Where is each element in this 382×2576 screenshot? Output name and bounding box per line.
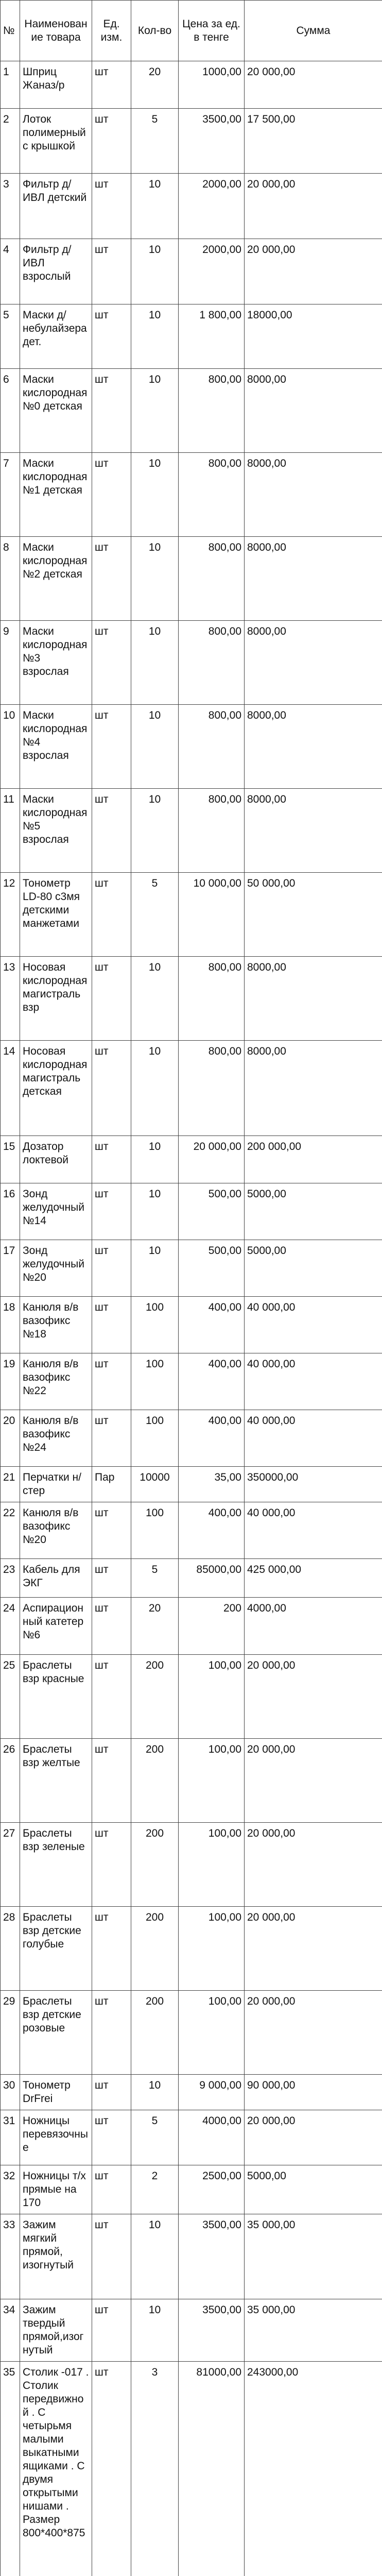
cell-unit: шт (92, 1991, 131, 2075)
cell-number: 5 (1, 304, 20, 369)
table-row (1, 1183, 382, 1240)
cell-name: Маски д/ небулайзерадет. (20, 304, 92, 369)
cell-unit: шт (92, 1502, 131, 1559)
cell-unit: шт (92, 1136, 131, 1183)
cell-number: 9 (1, 621, 20, 705)
table-row (1, 1739, 382, 1823)
cell-quantity: 10 (131, 621, 179, 705)
cell-sum: 35 000,00 (245, 2214, 382, 2299)
cell-unit: шт (92, 2214, 131, 2299)
table-row (1, 239, 382, 304)
cell-quantity: 3 (131, 2362, 179, 2576)
cell-name: Маски кислородная №4 взрослая (20, 705, 92, 789)
cell-price: 35,00 (179, 1467, 245, 1502)
cell-name: Тонометр DrFrei (20, 2075, 92, 2110)
cell-sum: 8000,00 (245, 957, 382, 1041)
cell-name: Шприц Жаназ/р (20, 61, 92, 109)
table-row (1, 537, 382, 621)
cell-quantity: 100 (131, 1502, 179, 1559)
cell-price: 1 800,00 (179, 304, 245, 369)
cell-sum: 8000,00 (245, 537, 382, 621)
cell-number: 27 (1, 1823, 20, 1907)
cell-sum: 8000,00 (245, 1041, 382, 1136)
header-number: № (1, 1, 20, 61)
cell-name: Тонометр LD-80 с3мя детскими манжетами (20, 873, 92, 957)
cell-unit: шт (92, 1353, 131, 1410)
cell-sum: 90 000,00 (245, 2075, 382, 2110)
cell-sum: 20 000,00 (245, 1991, 382, 2075)
table-row (1, 453, 382, 537)
cell-number: 26 (1, 1739, 20, 1823)
cell-price: 800,00 (179, 453, 245, 537)
table-row (1, 174, 382, 239)
cell-sum: 20 000,00 (245, 1739, 382, 1823)
cell-price: 400,00 (179, 1502, 245, 1559)
cell-quantity: 10 (131, 174, 179, 239)
cell-unit: шт (92, 239, 131, 304)
cell-number: 32 (1, 2165, 20, 2214)
table-row (1, 2362, 382, 2576)
cell-sum: 8000,00 (245, 789, 382, 873)
cell-price: 20 000,00 (179, 1136, 245, 1183)
cell-price: 2000,00 (179, 174, 245, 239)
cell-number: 3 (1, 174, 20, 239)
cell-name: Фильтр д/ИВЛ детский (20, 174, 92, 239)
cell-price: 800,00 (179, 621, 245, 705)
table-row (1, 873, 382, 957)
cell-unit: шт (92, 174, 131, 239)
cell-sum: 35 000,00 (245, 2299, 382, 2362)
cell-sum: 20 000,00 (245, 61, 382, 109)
cell-price: 800,00 (179, 1041, 245, 1136)
cell-name: Носовая кислородная магистраль взр (20, 957, 92, 1041)
cell-price: 800,00 (179, 789, 245, 873)
table-row (1, 2075, 382, 2110)
cell-quantity: 10 (131, 304, 179, 369)
cell-number: 18 (1, 1297, 20, 1353)
cell-name: Маски кислородная №3 взрослая (20, 621, 92, 705)
cell-name: Кабель для ЭКГ (20, 1559, 92, 1598)
cell-sum: 20 000,00 (245, 1823, 382, 1907)
table-row (1, 369, 382, 453)
cell-sum: 17 500,00 (245, 109, 382, 174)
cell-number: 23 (1, 1559, 20, 1598)
cell-unit: шт (92, 789, 131, 873)
cell-number: 28 (1, 1907, 20, 1991)
cell-quantity: 10 (131, 1041, 179, 1136)
cell-quantity: 2 (131, 2165, 179, 2214)
cell-quantity: 10 (131, 705, 179, 789)
cell-unit: шт (92, 1410, 131, 1467)
cell-price: 100,00 (179, 1823, 245, 1907)
table-row (1, 1991, 382, 2075)
cell-number: 33 (1, 2214, 20, 2299)
cell-sum: 8000,00 (245, 369, 382, 453)
cell-price: 9 000,00 (179, 2075, 245, 2110)
cell-sum: 425 000,00 (245, 1559, 382, 1598)
table-row (1, 705, 382, 789)
cell-unit: шт (92, 1655, 131, 1739)
cell-price: 85000,00 (179, 1559, 245, 1598)
table-row (1, 1240, 382, 1297)
cell-sum: 8000,00 (245, 705, 382, 789)
table-row (1, 1907, 382, 1991)
cell-sum: 40 000,00 (245, 1410, 382, 1467)
cell-quantity: 100 (131, 1353, 179, 1410)
cell-name: Зонд желудочный №20 (20, 1240, 92, 1297)
table-row (1, 1467, 382, 1502)
table-row (1, 1823, 382, 1907)
cell-number: 34 (1, 2299, 20, 2362)
cell-unit: шт (92, 1297, 131, 1353)
cell-name: Фильтр д/ИВЛ взрослый (20, 239, 92, 304)
header-sum: Сумма (245, 1, 382, 61)
cell-quantity: 10 (131, 1136, 179, 1183)
cell-unit: шт (92, 705, 131, 789)
table-row (1, 957, 382, 1041)
table-row (1, 2214, 382, 2299)
header-quantity: Кол-во (131, 1, 179, 61)
cell-number: 20 (1, 1410, 20, 1467)
cell-sum: 20 000,00 (245, 1655, 382, 1739)
cell-sum: 50 000,00 (245, 873, 382, 957)
cell-unit: шт (92, 109, 131, 174)
cell-name: Браслеты взр детские голубые (20, 1907, 92, 1991)
cell-unit: шт (92, 2110, 131, 2165)
table-row (1, 61, 382, 109)
cell-price: 3500,00 (179, 109, 245, 174)
cell-sum: 8000,00 (245, 453, 382, 537)
table-row (1, 1410, 382, 1467)
cell-quantity: 10 (131, 2299, 179, 2362)
cell-unit: шт (92, 1907, 131, 1991)
cell-sum: 40 000,00 (245, 1502, 382, 1559)
table-row (1, 1353, 382, 1410)
cell-sum: 20 000,00 (245, 2110, 382, 2165)
cell-quantity: 10000 (131, 1467, 179, 1502)
cell-quantity: 5 (131, 2110, 179, 2165)
cell-number: 2 (1, 109, 20, 174)
cell-unit: шт (92, 1559, 131, 1598)
cell-name: Ножницы перевязочные (20, 2110, 92, 2165)
cell-price: 400,00 (179, 1297, 245, 1353)
cell-price: 2000,00 (179, 239, 245, 304)
cell-name: Ножницы т/х прямые на 170 (20, 2165, 92, 2214)
cell-sum: 20 000,00 (245, 174, 382, 239)
cell-name: Браслеты взр детские розовые (20, 1991, 92, 2075)
cell-name: Лоток полимерный с крышкой (20, 109, 92, 174)
cell-number: 24 (1, 1598, 20, 1655)
cell-name: Канюля в/в вазофикс №22 (20, 1353, 92, 1410)
cell-name: Дозатор локтевой (20, 1136, 92, 1183)
cell-quantity: 10 (131, 537, 179, 621)
cell-sum: 350000,00 (245, 1467, 382, 1502)
cell-quantity: 10 (131, 453, 179, 537)
header-name: Наименование товара (20, 1, 92, 61)
cell-name: Маски кислородная №0 детская (20, 369, 92, 453)
cell-unit: шт (92, 1183, 131, 1240)
cell-sum: 18000,00 (245, 304, 382, 369)
cell-sum: 20 000,00 (245, 1907, 382, 1991)
cell-quantity: 5 (131, 1559, 179, 1598)
cell-price: 400,00 (179, 1410, 245, 1467)
cell-price: 2500,00 (179, 2165, 245, 2214)
cell-unit: шт (92, 957, 131, 1041)
cell-name: Столик -017 . Столик передвижной . С четырьмя малыми выкатными ящиками . С двумя открытыми нишами . Размер 800*400*875 (20, 2362, 92, 2576)
cell-sum: 5000,00 (245, 2165, 382, 2214)
cell-price: 500,00 (179, 1183, 245, 1240)
cell-price: 81000,00 (179, 2362, 245, 2576)
cell-sum: 5000,00 (245, 1240, 382, 1297)
cell-price: 500,00 (179, 1240, 245, 1297)
cell-price: 100,00 (179, 1655, 245, 1739)
cell-unit: шт (92, 1240, 131, 1297)
cell-quantity: 10 (131, 789, 179, 873)
table-row (1, 2110, 382, 2165)
table-row (1, 1297, 382, 1353)
cell-quantity: 200 (131, 1907, 179, 1991)
cell-number: 1 (1, 61, 20, 109)
cell-quantity: 5 (131, 873, 179, 957)
header-price: Цена за ед. в тенге (179, 1, 245, 61)
cell-price: 100,00 (179, 1907, 245, 1991)
cell-number: 13 (1, 957, 20, 1041)
cell-unit: шт (92, 61, 131, 109)
cell-price: 100,00 (179, 1739, 245, 1823)
cell-unit: Пар (92, 1467, 131, 1502)
table-row (1, 109, 382, 174)
cell-sum: 40 000,00 (245, 1353, 382, 1410)
cell-sum: 243000,00 (245, 2362, 382, 2576)
cell-quantity: 100 (131, 1410, 179, 1467)
cell-name: Маски кислородная №1 детская (20, 453, 92, 537)
cell-number: 6 (1, 369, 20, 453)
cell-name: Браслеты взр зеленые (20, 1823, 92, 1907)
table-row (1, 1041, 382, 1136)
cell-sum: 5000,00 (245, 1183, 382, 1240)
cell-name: Перчатки н/стер (20, 1467, 92, 1502)
cell-price: 800,00 (179, 705, 245, 789)
table-row (1, 1559, 382, 1598)
cell-quantity: 10 (131, 369, 179, 453)
cell-unit: шт (92, 537, 131, 621)
header-unit: Ед. изм. (92, 1, 131, 61)
cell-price: 200 (179, 1598, 245, 1655)
cell-quantity: 20 (131, 1598, 179, 1655)
cell-number: 10 (1, 705, 20, 789)
table-row (1, 2299, 382, 2362)
cell-number: 17 (1, 1240, 20, 1297)
cell-name: Зонд желудочный №14 (20, 1183, 92, 1240)
cell-price: 800,00 (179, 957, 245, 1041)
cell-name: Браслеты взр желтые (20, 1739, 92, 1823)
cell-unit: шт (92, 1823, 131, 1907)
cell-quantity: 20 (131, 61, 179, 109)
cell-sum: 20 000,00 (245, 239, 382, 304)
cell-unit: шт (92, 2165, 131, 2214)
cell-sum: 200 000,00 (245, 1136, 382, 1183)
cell-quantity: 10 (131, 1240, 179, 1297)
cell-number: 12 (1, 873, 20, 957)
cell-price: 100,00 (179, 1991, 245, 2075)
cell-number: 35 (1, 2362, 20, 2576)
cell-sum: 4000,00 (245, 1598, 382, 1655)
cell-number: 14 (1, 1041, 20, 1136)
cell-quantity: 10 (131, 1183, 179, 1240)
cell-number: 22 (1, 1502, 20, 1559)
cell-name: Аспирационный катетер №6 (20, 1598, 92, 1655)
cell-quantity: 200 (131, 1823, 179, 1907)
table-row (1, 1655, 382, 1739)
cell-unit: шт (92, 621, 131, 705)
table-row (1, 789, 382, 873)
cell-price: 10 000,00 (179, 873, 245, 957)
cell-number: 15 (1, 1136, 20, 1183)
cell-sum: 40 000,00 (245, 1297, 382, 1353)
cell-unit: шт (92, 369, 131, 453)
cell-unit: шт (92, 2299, 131, 2362)
table-row (1, 2165, 382, 2214)
cell-unit: шт (92, 1598, 131, 1655)
cell-number: 8 (1, 537, 20, 621)
table-header-row (1, 1, 382, 61)
table-row (1, 304, 382, 369)
cell-name: Браслеты взр красные (20, 1655, 92, 1739)
cell-price: 3500,00 (179, 2299, 245, 2362)
cell-quantity: 10 (131, 239, 179, 304)
cell-unit: шт (92, 873, 131, 957)
cell-price: 800,00 (179, 537, 245, 621)
cell-unit: шт (92, 1041, 131, 1136)
cell-number: 16 (1, 1183, 20, 1240)
cell-quantity: 200 (131, 1655, 179, 1739)
cell-price: 800,00 (179, 369, 245, 453)
cell-name: Носовая кислородная магистраль детская (20, 1041, 92, 1136)
cell-name: Канюля в/в вазофикс №20 (20, 1502, 92, 1559)
cell-unit: шт (92, 304, 131, 369)
cell-number: 29 (1, 1991, 20, 2075)
cell-price: 400,00 (179, 1353, 245, 1410)
cell-unit: шт (92, 2075, 131, 2110)
cell-number: 4 (1, 239, 20, 304)
table-row (1, 1598, 382, 1655)
cell-unit: шт (92, 1739, 131, 1823)
cell-number: 25 (1, 1655, 20, 1739)
cell-sum: 8000,00 (245, 621, 382, 705)
table-row (1, 1502, 382, 1559)
table-row (1, 621, 382, 705)
cell-name: Канюля в/в вазофикс №24 (20, 1410, 92, 1467)
cell-price: 4000,00 (179, 2110, 245, 2165)
cell-number: 7 (1, 453, 20, 537)
cell-number: 21 (1, 1467, 20, 1502)
cell-unit: шт (92, 2362, 131, 2576)
table-row (1, 1136, 382, 1183)
cell-number: 30 (1, 2075, 20, 2110)
cell-quantity: 10 (131, 2214, 179, 2299)
cell-name: Маски кислородная №2 детская (20, 537, 92, 621)
cell-name: Маски кислородная №5 взрослая (20, 789, 92, 873)
cell-number: 11 (1, 789, 20, 873)
cell-quantity: 10 (131, 957, 179, 1041)
cell-name: Зажим мягкий прямой, изогнутый (20, 2214, 92, 2299)
cell-unit: шт (92, 453, 131, 537)
cell-number: 19 (1, 1353, 20, 1410)
cell-price: 3500,00 (179, 2214, 245, 2299)
cell-quantity: 100 (131, 1297, 179, 1353)
cell-price: 1000,00 (179, 61, 245, 109)
cell-name: Канюля в/в вазофикс №18 (20, 1297, 92, 1353)
cell-quantity: 200 (131, 1739, 179, 1823)
cell-name: Зажим твердый прямой,изогнутый (20, 2299, 92, 2362)
cell-quantity: 5 (131, 109, 179, 174)
cell-quantity: 10 (131, 2075, 179, 2110)
cell-quantity: 200 (131, 1991, 179, 2075)
cell-number: 31 (1, 2110, 20, 2165)
